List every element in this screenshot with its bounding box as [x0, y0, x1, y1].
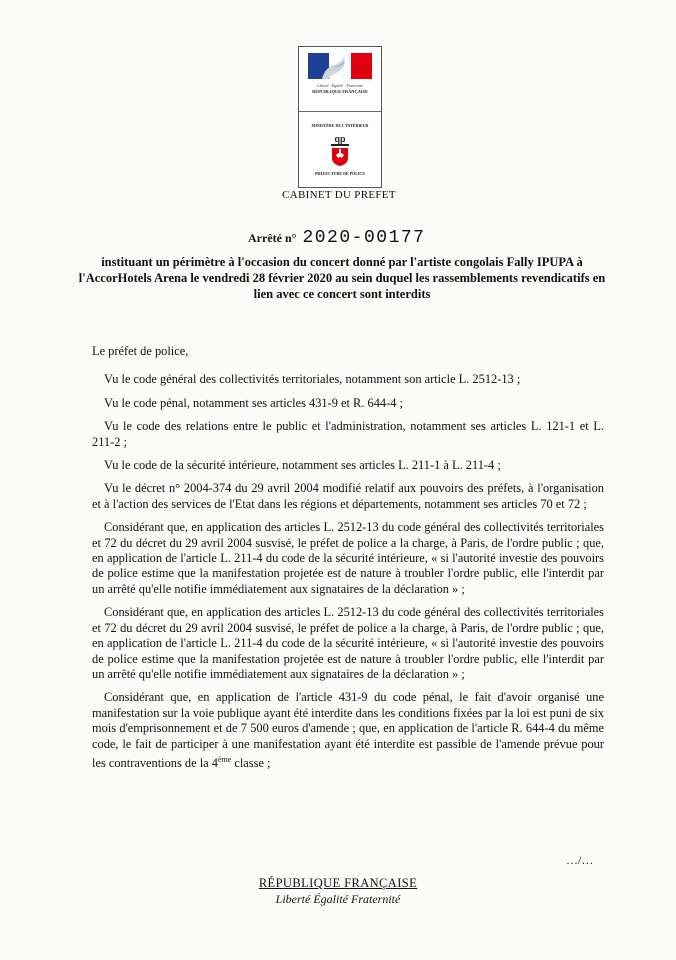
- paragraph-considerant-1: Considérant que, en application des articles L. 2512-13 du code général des collectivités territoriales et 72 du décret du 29 avril 2004 susvisé, le préfet de police a la charge, à Paris, de l'ordre public ; que, en application de l'article L. 211-4 du code de la sécurité intérieure, « si l'autorité investie des pouvoirs de police estime que la manifestation projetée est de nature à troubler l'ordre public, elle l'interdit par un arrêté qu'elle notifie immédiatement aux signataires de la déclaration » ;: [92, 520, 604, 596]
- logo-republique: RÉPUBLIQUE FRANÇAISE: [312, 89, 368, 94]
- paragraph-text: Considérant que, en application de l'article 431-9 du code pénal, le fait d'avoir organisé une manifestation sur la voie publique ayant été interdite dans les conditions fixées par la loi est puni de six mois d'emprisonnement et de 7 500 euros d'amende ; que, en application de l'article R. 644-4 du même code, le fait de participer à une manifestation ayant été interdite est passible de l'amende prévue pour les contraventions de la 4: [92, 690, 605, 771]
- arrete-number: 2020-00177: [302, 228, 426, 248]
- footer-motto: Liberté Égalité Fraternité: [275, 892, 401, 906]
- logo-ministere: MINISTÈRE DE L'INTÉRIEUR: [311, 123, 369, 128]
- svg-text:qp: qp: [334, 134, 346, 144]
- arrete-title: [248, 228, 425, 248]
- continuation-mark: …/…: [566, 853, 594, 867]
- cabinet-label: CABINET DU PREFET: [282, 189, 396, 201]
- paragraph-visa-crpa: Vu le code des relations entre le public et l'administration, notamment ses articles L. 121-1 et L. 211-2 ;: [92, 419, 604, 449]
- marianne-logo-icon: [308, 53, 372, 79]
- logo-motto: Liberté · Égalité · Fraternité: [317, 83, 363, 88]
- intro-line: Le préfet de police,: [92, 344, 189, 358]
- logo-divider: [299, 111, 381, 112]
- arrete-label: Arrêté n°: [248, 231, 297, 245]
- superscript-ordinal: ème: [217, 754, 232, 764]
- paragraph-considerant-2: Considérant que, en application des articles L. 2512-13 du code général des collectivités territoriales et 72 du décret du 29 avril 2004 susvisé, le préfet de police a la charge, à Paris, de l'ordre public ; que, en application de l'article L. 211-4 du code de la sécurité intérieure, « si l'autorité investie des pouvoirs de police estime que la manifestation projetée est de nature à troubler l'ordre public, elle l'interdit par un arrêté qu'elle notifie immédiatement aux signataires de la déclaration » ;: [92, 605, 604, 681]
- paragraph-visa-decret: Vu le décret n° 2004-374 du 29 avril 2004 modifié relatif aux pouvoirs des préfets, à l'organisation et à l'action des services de l'Etat dans les régions et départements, notamment ses articles 70 et 72 ;: [92, 481, 604, 511]
- paragraph-visa-cgct: Vu le code général des collectivités territoriales, notamment son article L. 2512-13 ;: [104, 372, 521, 387]
- paragraph-visa-csi: Vu le code de la sécurité intérieure, notamment ses articles L. 211-1 à L. 211-4 ;: [104, 458, 501, 473]
- paragraph-considerant-3: [92, 690, 604, 771]
- footer-republique: RÉPUBLIQUE FRANÇAISE: [258, 876, 418, 890]
- logo-prefecture: PRÉFECTURE DE POLICE: [314, 171, 365, 176]
- prefecture-police-emblem-icon: [329, 133, 351, 167]
- paragraph-visa-code-penal: Vu le code pénal, notamment ses articles 431-9 et R. 644-4 ;: [104, 395, 403, 410]
- arrete-subtitle: instituant un périmètre à l'occasion du concert donné par l'artiste congolais Fally IPUPA à l'AccorHotels Arena le vendredi 28 février 2020 au sein duquel les rassemblements revendicatifs en lien avec ce concert sont interdits: [78, 255, 606, 301]
- prefecture-logo: [298, 46, 382, 188]
- footer: [238, 876, 438, 907]
- paragraph-text-end: classe ;: [231, 756, 271, 771]
- document-body: [92, 344, 604, 779]
